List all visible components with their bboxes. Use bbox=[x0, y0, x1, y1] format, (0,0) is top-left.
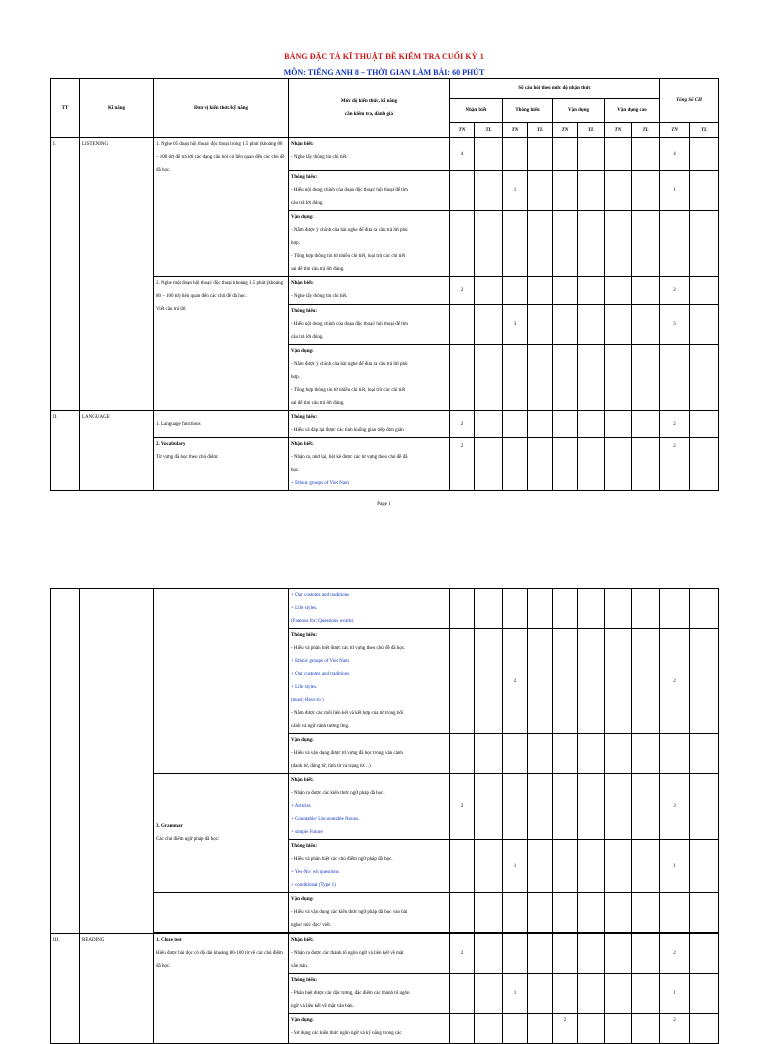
header-tn: TN bbox=[605, 123, 632, 138]
level-text: - Nhận ra được các thành tố ngôn ngữ và liên kết về mặt bbox=[291, 951, 404, 956]
empty-cell bbox=[605, 934, 632, 974]
empty-cell bbox=[632, 277, 660, 305]
level-heading: Vận dụng: bbox=[291, 349, 314, 354]
count-cell: 1 bbox=[503, 840, 528, 893]
empty-cell bbox=[553, 211, 578, 277]
empty-cell bbox=[578, 305, 605, 345]
empty-cell bbox=[660, 211, 690, 277]
level-text: sai để tìm câu trả lời đúng. bbox=[291, 267, 345, 272]
empty-cell bbox=[528, 1014, 553, 1044]
header-tt: TT bbox=[51, 79, 80, 138]
empty-cell bbox=[475, 734, 503, 774]
empty-cell bbox=[450, 305, 475, 345]
total-cell: 2 bbox=[660, 411, 690, 438]
empty-cell bbox=[528, 934, 553, 974]
level-heading: Nhận biết: bbox=[291, 778, 314, 783]
empty-cell bbox=[632, 840, 660, 893]
unit-text: Hiểu được bài đọc có độ dài khoảng 80-100 từ về các chủ điểm đã học. bbox=[156, 951, 283, 969]
empty-cell bbox=[660, 589, 690, 629]
count-cell: 2 bbox=[450, 438, 475, 491]
level-heading: Thông hiểu: bbox=[291, 633, 317, 638]
level-text: - Tổng hợp thông tin từ nhiều chi tiết, loại trừ các chi tiết bbox=[291, 254, 406, 259]
level-text: (must; Have to ) bbox=[291, 698, 324, 703]
empty-cell bbox=[553, 305, 578, 345]
header-nb: Nhận biết bbox=[450, 99, 503, 123]
empty-cell bbox=[154, 589, 289, 774]
total-cell: 2 bbox=[660, 438, 690, 491]
empty-cell bbox=[475, 411, 503, 438]
level-heading: Nhận biết: bbox=[291, 142, 314, 147]
empty-cell bbox=[553, 411, 578, 438]
empty-cell bbox=[475, 629, 503, 734]
level-text: học. bbox=[291, 468, 300, 473]
section-number: I. bbox=[51, 138, 80, 411]
level-text: + Our customs and traditions bbox=[291, 672, 350, 677]
empty-cell bbox=[632, 1014, 660, 1044]
total-cell: 1 bbox=[660, 840, 690, 893]
header-unit: Đơn vị kiến thức/kỹ năng bbox=[154, 79, 289, 138]
empty-cell bbox=[690, 629, 719, 734]
empty-cell bbox=[528, 893, 553, 933]
empty-cell bbox=[605, 893, 632, 933]
header-level-line1: Mức độ kiến thức, kĩ năng bbox=[340, 99, 398, 104]
empty-cell bbox=[690, 438, 719, 491]
empty-cell bbox=[51, 589, 80, 934]
empty-cell bbox=[503, 893, 528, 933]
level-text: - Nghe lấy thông tin chi tiết. bbox=[291, 155, 348, 160]
level-text: - Hiểu và vận dụng được từ vựng đã học trong văn cảnh bbox=[291, 751, 403, 756]
empty-cell bbox=[80, 589, 154, 934]
empty-cell bbox=[578, 345, 605, 411]
level-text: hợp. bbox=[291, 375, 300, 380]
level-text: văn bản. bbox=[291, 964, 308, 969]
section-number: III. bbox=[51, 934, 80, 1044]
unit-cell bbox=[154, 277, 289, 411]
total-cell: 4 bbox=[660, 138, 690, 171]
empty-cell bbox=[503, 774, 528, 840]
empty-cell bbox=[475, 277, 503, 305]
level-text: (Famous for; Questions words) bbox=[291, 619, 354, 624]
empty-cell bbox=[690, 305, 719, 345]
level-cell bbox=[289, 840, 450, 893]
level-text: - Tổng hợp thông tin từ nhiều chi tiết, loại trừ các chi tiết bbox=[291, 388, 406, 393]
empty-cell bbox=[553, 934, 578, 974]
unit-heading: 2. Vocabulary bbox=[156, 442, 186, 447]
level-cell bbox=[289, 438, 450, 491]
empty-cell bbox=[632, 171, 660, 211]
empty-cell bbox=[528, 305, 553, 345]
empty-cell bbox=[450, 1014, 475, 1044]
empty-cell bbox=[553, 840, 578, 893]
level-text: nghe/ nói/ đọc/ viết. bbox=[291, 923, 331, 928]
empty-cell bbox=[475, 305, 503, 345]
empty-cell bbox=[578, 840, 605, 893]
empty-cell bbox=[553, 893, 578, 933]
count-cell: 2 bbox=[503, 629, 528, 734]
empty-cell bbox=[528, 345, 553, 411]
level-cell bbox=[289, 138, 450, 171]
empty-cell bbox=[450, 629, 475, 734]
unit-text: Từ vựng đã học theo chủ điểm: bbox=[156, 455, 219, 460]
level-cell bbox=[289, 1014, 450, 1044]
empty-cell bbox=[528, 138, 553, 171]
empty-cell bbox=[632, 629, 660, 734]
count-cell: 1 bbox=[503, 171, 528, 211]
empty-cell bbox=[605, 305, 632, 345]
empty-cell bbox=[578, 734, 605, 774]
empty-cell bbox=[450, 974, 475, 1014]
level-text: sai để tìm câu trả lời đúng. bbox=[291, 401, 345, 406]
unit-cell bbox=[154, 438, 289, 491]
count-cell: 4 bbox=[450, 138, 475, 171]
level-cell bbox=[289, 629, 450, 734]
empty-cell bbox=[690, 893, 719, 933]
empty-cell bbox=[605, 629, 632, 734]
empty-cell bbox=[528, 974, 553, 1014]
empty-cell bbox=[578, 138, 605, 171]
empty-cell bbox=[578, 934, 605, 974]
empty-cell bbox=[690, 277, 719, 305]
empty-cell bbox=[528, 589, 553, 629]
level-heading: Thông hiểu: bbox=[291, 415, 317, 420]
empty-cell bbox=[450, 589, 475, 629]
unit-text: Các chủ điểm ngữ pháp đã học: bbox=[156, 837, 220, 842]
empty-cell bbox=[475, 138, 503, 171]
level-text: - Hiểu và đáp lại được các tình huống giao tiếp đơn giản bbox=[291, 428, 404, 433]
level-text: + Our customs and traditions bbox=[291, 593, 350, 598]
header-total: Tổng Số CH bbox=[660, 79, 719, 123]
count-cell: 2 bbox=[450, 934, 475, 974]
empty-cell bbox=[632, 774, 660, 840]
empty-cell bbox=[553, 345, 578, 411]
empty-cell bbox=[503, 1014, 528, 1044]
unit-cell bbox=[154, 934, 289, 1044]
level-text: - Nghe lấy thông tin chi tiết. bbox=[291, 294, 348, 299]
empty-cell bbox=[605, 840, 632, 893]
empty-cell bbox=[528, 411, 553, 438]
unit-heading: 3. Grammar bbox=[156, 824, 183, 829]
empty-cell bbox=[605, 589, 632, 629]
empty-cell bbox=[605, 774, 632, 840]
total-cell: 3 bbox=[660, 305, 690, 345]
empty-cell bbox=[578, 277, 605, 305]
level-text: + Yes-No/ wh questions bbox=[291, 870, 339, 875]
empty-cell bbox=[475, 974, 503, 1014]
empty-cell bbox=[632, 438, 660, 491]
count-cell: 2 bbox=[450, 277, 475, 305]
empty-cell bbox=[528, 774, 553, 840]
level-text: hợp. bbox=[291, 241, 300, 246]
empty-cell bbox=[503, 345, 528, 411]
level-text: - Hiểu nội dung chính của đoạn độc thoại/ hội thoại để tìm bbox=[291, 322, 408, 327]
empty-cell bbox=[632, 411, 660, 438]
section-number: II. bbox=[51, 411, 80, 491]
level-text: + simple Future bbox=[291, 830, 323, 835]
empty-cell bbox=[605, 277, 632, 305]
header-vd: Vận dụng bbox=[553, 99, 605, 123]
total-cell: 2 bbox=[660, 277, 690, 305]
header-th: Thông hiểu bbox=[503, 99, 553, 123]
empty-cell bbox=[632, 589, 660, 629]
empty-cell bbox=[690, 734, 719, 774]
empty-cell bbox=[503, 438, 528, 491]
empty-cell bbox=[528, 438, 553, 491]
level-text: - Nắm được các mối liên kết và kết hợp của từ trong bối bbox=[291, 711, 404, 716]
empty-cell bbox=[528, 171, 553, 211]
header-tn: TN bbox=[660, 123, 690, 138]
empty-cell bbox=[503, 138, 528, 171]
empty-cell bbox=[578, 1014, 605, 1044]
count-cell: 3 bbox=[503, 305, 528, 345]
level-heading: Thông hiểu: bbox=[291, 844, 317, 849]
level-text: + Life styles. bbox=[291, 606, 318, 611]
count-cell: 2 bbox=[553, 1014, 578, 1044]
level-text: cảnh và ngữ cảnh tương ứng. bbox=[291, 724, 350, 729]
empty-cell bbox=[690, 840, 719, 893]
unit-cell: 1. Language functions bbox=[154, 411, 289, 438]
empty-cell bbox=[605, 211, 632, 277]
empty-cell bbox=[660, 345, 690, 411]
empty-cell bbox=[528, 211, 553, 277]
empty-cell bbox=[503, 411, 528, 438]
section-skill: LANGUAGE bbox=[80, 411, 154, 491]
level-text: + Ethnic groups of Viet Nam bbox=[291, 481, 349, 486]
level-cell bbox=[289, 305, 450, 345]
empty-cell bbox=[578, 438, 605, 491]
level-cell bbox=[289, 277, 450, 305]
level-heading: Vận dụng: bbox=[291, 897, 314, 902]
empty-cell bbox=[632, 305, 660, 345]
count-cell: 1 bbox=[503, 974, 528, 1014]
empty-cell bbox=[475, 589, 503, 629]
count-cell: 2 bbox=[450, 411, 475, 438]
level-text: + Articles bbox=[291, 804, 311, 809]
level-cell bbox=[289, 974, 450, 1014]
empty-cell bbox=[475, 438, 503, 491]
empty-cell bbox=[578, 171, 605, 211]
empty-cell bbox=[553, 171, 578, 211]
level-text: - Phân biệt được các đặc trưng, đặc điểm các thành tố ngôn bbox=[291, 991, 410, 996]
section-skill: READING bbox=[80, 934, 154, 1044]
empty-cell bbox=[553, 589, 578, 629]
empty-cell bbox=[553, 438, 578, 491]
empty-cell bbox=[605, 438, 632, 491]
empty-cell bbox=[450, 893, 475, 933]
empty-cell bbox=[475, 774, 503, 840]
level-text: - Nắm được ý chính của bài nghe để đưa ra câu trả lời phù bbox=[291, 228, 408, 233]
empty-cell bbox=[578, 974, 605, 1014]
empty-cell bbox=[475, 934, 503, 974]
level-text: - Hiểu và phân biệt được các từ vựng theo chủ đề đã học. bbox=[291, 646, 406, 651]
header-tn: TN bbox=[450, 123, 475, 138]
level-text: câu trả lời đúng. bbox=[291, 335, 324, 340]
header-tl: TL bbox=[632, 123, 660, 138]
total-cell: 1 bbox=[660, 974, 690, 1014]
level-text: - Nắm được ý chính của bài nghe để đưa ra câu trả lời phù bbox=[291, 362, 408, 367]
empty-cell bbox=[690, 211, 719, 277]
empty-cell bbox=[553, 734, 578, 774]
empty-cell bbox=[578, 211, 605, 277]
empty-cell bbox=[503, 211, 528, 277]
level-heading: Vận dụng: bbox=[291, 215, 314, 220]
header-tn: TN bbox=[553, 123, 578, 138]
header-count-group: Số câu hỏi theo mức độ nhận thức bbox=[450, 79, 660, 99]
empty-cell bbox=[528, 629, 553, 734]
empty-cell bbox=[450, 840, 475, 893]
empty-cell bbox=[690, 589, 719, 629]
level-text: ngữ và liên kết về mặt văn bản. bbox=[291, 1004, 354, 1009]
empty-cell bbox=[690, 974, 719, 1014]
spec-table-page-2 bbox=[50, 588, 719, 1044]
header-tl: TL bbox=[578, 123, 605, 138]
level-heading: Nhận biết: bbox=[291, 938, 314, 943]
level-cell bbox=[289, 411, 450, 438]
empty-cell bbox=[578, 774, 605, 840]
document-subtitle: MÔN: TIẾNG ANH 8 – THỜI GIAN LÀM BÀI: 60 PHÚT bbox=[283, 68, 485, 77]
empty-cell bbox=[690, 774, 719, 840]
empty-cell bbox=[553, 138, 578, 171]
level-heading: Thông hiểu: bbox=[291, 978, 317, 983]
empty-cell bbox=[632, 893, 660, 933]
document-title: BẢNG ĐẶC TẢ KĨ THUẬT ĐỀ KIỂM TRA CUỐI KỲ 1 bbox=[284, 52, 484, 61]
level-text: + conditional (Type 1) bbox=[291, 883, 336, 888]
page-number: Page 1 bbox=[377, 502, 391, 507]
empty-cell bbox=[578, 589, 605, 629]
unit-cell bbox=[154, 774, 289, 893]
empty-cell bbox=[632, 138, 660, 171]
level-text: - Nhận ra được các kiến thức ngữ pháp đã học. bbox=[291, 791, 385, 796]
empty-cell bbox=[578, 629, 605, 734]
empty-cell bbox=[660, 734, 690, 774]
empty-cell bbox=[660, 893, 690, 933]
level-cell bbox=[289, 211, 450, 277]
section-skill: LISTENING bbox=[80, 138, 154, 411]
empty-cell bbox=[503, 734, 528, 774]
empty-cell bbox=[690, 171, 719, 211]
level-cell bbox=[289, 774, 450, 840]
level-text: + Ethnic groups of Viet Nam bbox=[291, 659, 349, 664]
level-text: + Life styles. bbox=[291, 685, 318, 690]
empty-cell bbox=[690, 934, 719, 974]
header-vdc: Vận dụng cao bbox=[605, 99, 660, 123]
empty-cell bbox=[553, 774, 578, 840]
empty-cell bbox=[475, 840, 503, 893]
empty-cell bbox=[578, 411, 605, 438]
header-tl: TL bbox=[528, 123, 553, 138]
empty-cell bbox=[632, 734, 660, 774]
level-heading: Nhận biết: bbox=[291, 442, 314, 447]
empty-cell bbox=[632, 345, 660, 411]
unit-cell: 1. Nghe 05 đoạn hội thoại/ độc thoại trong 1.5 phút (khoảng 80 – 100 từ) để trả lời các dạng câu hỏi có liên quan đến các chủ đề đã học. bbox=[154, 138, 289, 277]
empty-cell bbox=[503, 277, 528, 305]
empty-cell bbox=[605, 138, 632, 171]
empty-cell bbox=[475, 1014, 503, 1044]
empty-cell bbox=[503, 934, 528, 974]
empty-cell bbox=[528, 840, 553, 893]
level-text: - Hiểu nội dung chính của đoạn độc thoại/ hội thoại để tìm bbox=[291, 188, 408, 193]
empty-cell bbox=[154, 893, 289, 933]
empty-cell bbox=[578, 893, 605, 933]
empty-cell bbox=[690, 138, 719, 171]
empty-cell bbox=[605, 734, 632, 774]
total-cell: 2 bbox=[660, 934, 690, 974]
empty-cell bbox=[475, 211, 503, 277]
empty-cell bbox=[605, 411, 632, 438]
level-heading: Thông hiểu: bbox=[291, 309, 317, 314]
level-cell bbox=[289, 345, 450, 411]
empty-cell bbox=[475, 893, 503, 933]
total-cell: 1 bbox=[660, 171, 690, 211]
empty-cell bbox=[605, 345, 632, 411]
empty-cell bbox=[503, 589, 528, 629]
header-tl: TL bbox=[690, 123, 719, 138]
count-cell: 3 bbox=[450, 774, 475, 840]
header-tn: TN bbox=[503, 123, 528, 138]
level-heading: Vận dụng: bbox=[291, 1018, 314, 1023]
total-cell: 3 bbox=[660, 774, 690, 840]
empty-cell bbox=[553, 277, 578, 305]
empty-cell bbox=[450, 211, 475, 277]
empty-cell bbox=[690, 345, 719, 411]
level-heading: Vận dụng: bbox=[291, 738, 314, 743]
empty-cell bbox=[690, 1014, 719, 1044]
header-skill: Kĩ năng bbox=[80, 79, 154, 138]
level-text: - Hiểu và phân biệt các chủ điểm ngữ pháp đã học. bbox=[291, 857, 393, 862]
empty-cell bbox=[553, 629, 578, 734]
empty-cell bbox=[475, 345, 503, 411]
empty-cell bbox=[475, 171, 503, 211]
empty-cell bbox=[632, 974, 660, 1014]
header-tl: TL bbox=[475, 123, 503, 138]
level-text: - Hiểu và vận dụng các kiến thức ngữ pháp đã học vào bài bbox=[291, 910, 408, 915]
level-heading: Nhận biết: bbox=[291, 281, 314, 286]
empty-cell bbox=[632, 211, 660, 277]
unit-text: 2. Nghe một đoạn hội thoại/ độc thoại khoảng 1.5 phút (khoảng 80 – 100 từ) liên quan đến các chủ đề đã học. bbox=[156, 281, 284, 299]
header-level-line2: cần kiểm tra, đánh giá bbox=[345, 112, 393, 117]
total-cell: 2 bbox=[660, 1014, 690, 1044]
level-text: (danh từ, động từ, tính từ và trạng từ…) bbox=[291, 764, 371, 769]
level-text: - Nhận ra, nhớ lại, liệt kê được các từ vựng theo chủ đề đã bbox=[291, 455, 408, 460]
level-cell bbox=[289, 171, 450, 211]
unit-heading: 1. Cloze test bbox=[156, 938, 182, 943]
empty-cell bbox=[450, 345, 475, 411]
header-level bbox=[289, 79, 450, 138]
level-cell bbox=[289, 734, 450, 774]
empty-cell bbox=[553, 974, 578, 1014]
page-2 bbox=[0, 588, 768, 1036]
empty-cell bbox=[605, 171, 632, 211]
level-text: - Sử dụng các kiến thức ngôn ngữ và kỹ năng trong các bbox=[291, 1031, 402, 1036]
level-text: câu trả lời đúng. bbox=[291, 201, 324, 206]
empty-cell bbox=[528, 734, 553, 774]
spec-table-page-1 bbox=[50, 78, 719, 491]
level-heading: Thông hiểu: bbox=[291, 175, 317, 180]
level-cell bbox=[289, 893, 450, 933]
empty-cell bbox=[528, 277, 553, 305]
empty-cell bbox=[605, 1014, 632, 1044]
empty-cell bbox=[690, 411, 719, 438]
empty-cell bbox=[605, 974, 632, 1014]
level-cell bbox=[289, 934, 450, 974]
unit-text: Viết câu trả lời bbox=[156, 307, 186, 312]
empty-cell bbox=[450, 171, 475, 211]
empty-cell bbox=[450, 734, 475, 774]
total-cell: 2 bbox=[660, 629, 690, 734]
level-cell bbox=[289, 589, 450, 629]
empty-cell bbox=[632, 934, 660, 974]
level-text: + Countable/ Uncountable Nouns. bbox=[291, 817, 360, 822]
